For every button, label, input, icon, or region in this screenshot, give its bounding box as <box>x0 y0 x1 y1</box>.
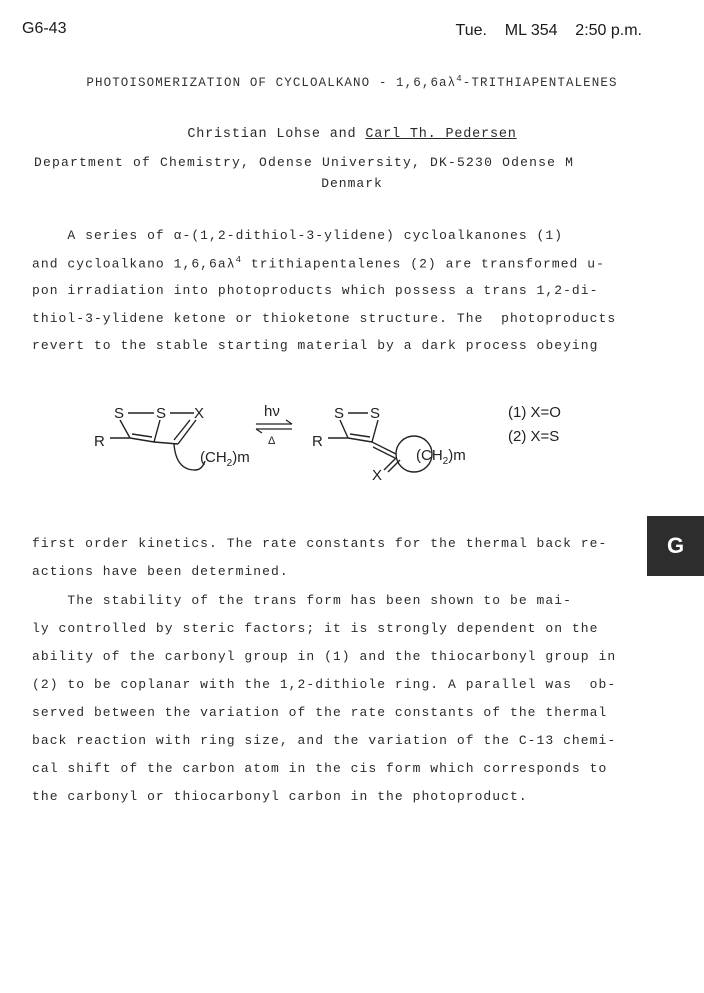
abstract-line: pon irradiation into photoproducts which possess a trans 1,2-di- <box>32 283 599 298</box>
abstract-line: the carbonyl or thiocarbonyl carbon in the photoproduct. <box>32 789 528 804</box>
abstract-line: and cycloalkano $1,6,6a\lambda^4$ trithiapentalenes (2) are transformed u- <box>32 255 605 272</box>
compound-label-1: (1) X=O <box>508 404 561 421</box>
abstract-line: (2) to be coplanar with the 1,2-dithiole ring. A parallel was ob- <box>32 677 617 692</box>
affiliation-line-2: Denmark <box>321 176 383 191</box>
section-tab: G <box>647 516 704 576</box>
affiliation-line-1: Department of Chemistry, Odense University, DK-5230 Odense M <box>34 155 575 170</box>
arrow-label-hv: hν <box>264 403 280 420</box>
author-1: Christian Lohse and <box>187 127 357 142</box>
session-room: ML 354 <box>504 22 558 39</box>
author-2: Carl Th. Pedersen <box>365 127 517 142</box>
abstract-line: actions have been determined. <box>32 564 289 579</box>
paper-title: PHOTOISOMERIZATION OF CYCLOALKANO - $1,6,6a\lambda^4$-TRITHIAPENTALENES <box>86 74 618 91</box>
left-ring-s1: S <box>114 405 125 422</box>
arrow-label-delta: Δ <box>268 435 276 447</box>
abstract-line: back reaction with ring size, and the variation of the C-13 chemi- <box>32 733 617 748</box>
session-code: G6-43 <box>22 20 67 37</box>
abstract-line: The stability of the trans form has been shown to be mai- <box>32 593 572 608</box>
authors <box>0 127 704 142</box>
abstract-line: first order kinetics. The rate constants for the thermal back re- <box>32 536 608 551</box>
compound-label-2: (2) X=S <box>508 428 560 445</box>
session-info <box>456 22 642 40</box>
abstract-line: A series of α-(1,2-dithiol-3-ylidene) cycloalkanones (1) <box>32 228 564 243</box>
left-ch2-label: $(CH_2)m$ <box>200 449 250 469</box>
reaction-scheme <box>90 398 490 488</box>
abstract-line: cal shift of the carbon atom in the cis form which corresponds to <box>32 761 608 776</box>
right-ring-s2: S <box>370 405 381 422</box>
abstract-line: revert to the stable starting material by a dark process obeying <box>32 338 599 353</box>
abstract-line: served between the variation of the rate constants of the thermal <box>32 705 608 720</box>
left-ring-x: X <box>194 405 205 422</box>
equilibrium-arrows <box>256 420 292 433</box>
left-r-group: R <box>94 433 105 450</box>
session-day: Tue. <box>455 22 487 39</box>
left-ring-s2: S <box>156 405 167 422</box>
right-x-atom: X <box>372 467 383 484</box>
abstract-line: ly controlled by steric factors; it is strongly dependent on the <box>32 621 599 636</box>
right-ch2-label: $(CH_2)m$ <box>416 447 466 467</box>
session-time: 2:50 p.m. <box>575 22 642 39</box>
abstract-line: thiol-3-ylidene ketone or thioketone structure. The photoproducts <box>32 311 617 326</box>
right-ring-s1: S <box>334 405 345 422</box>
right-r-group: R <box>312 433 323 450</box>
abstract-line: ability of the carbonyl group in (1) and the thiocarbonyl group in <box>32 649 617 664</box>
